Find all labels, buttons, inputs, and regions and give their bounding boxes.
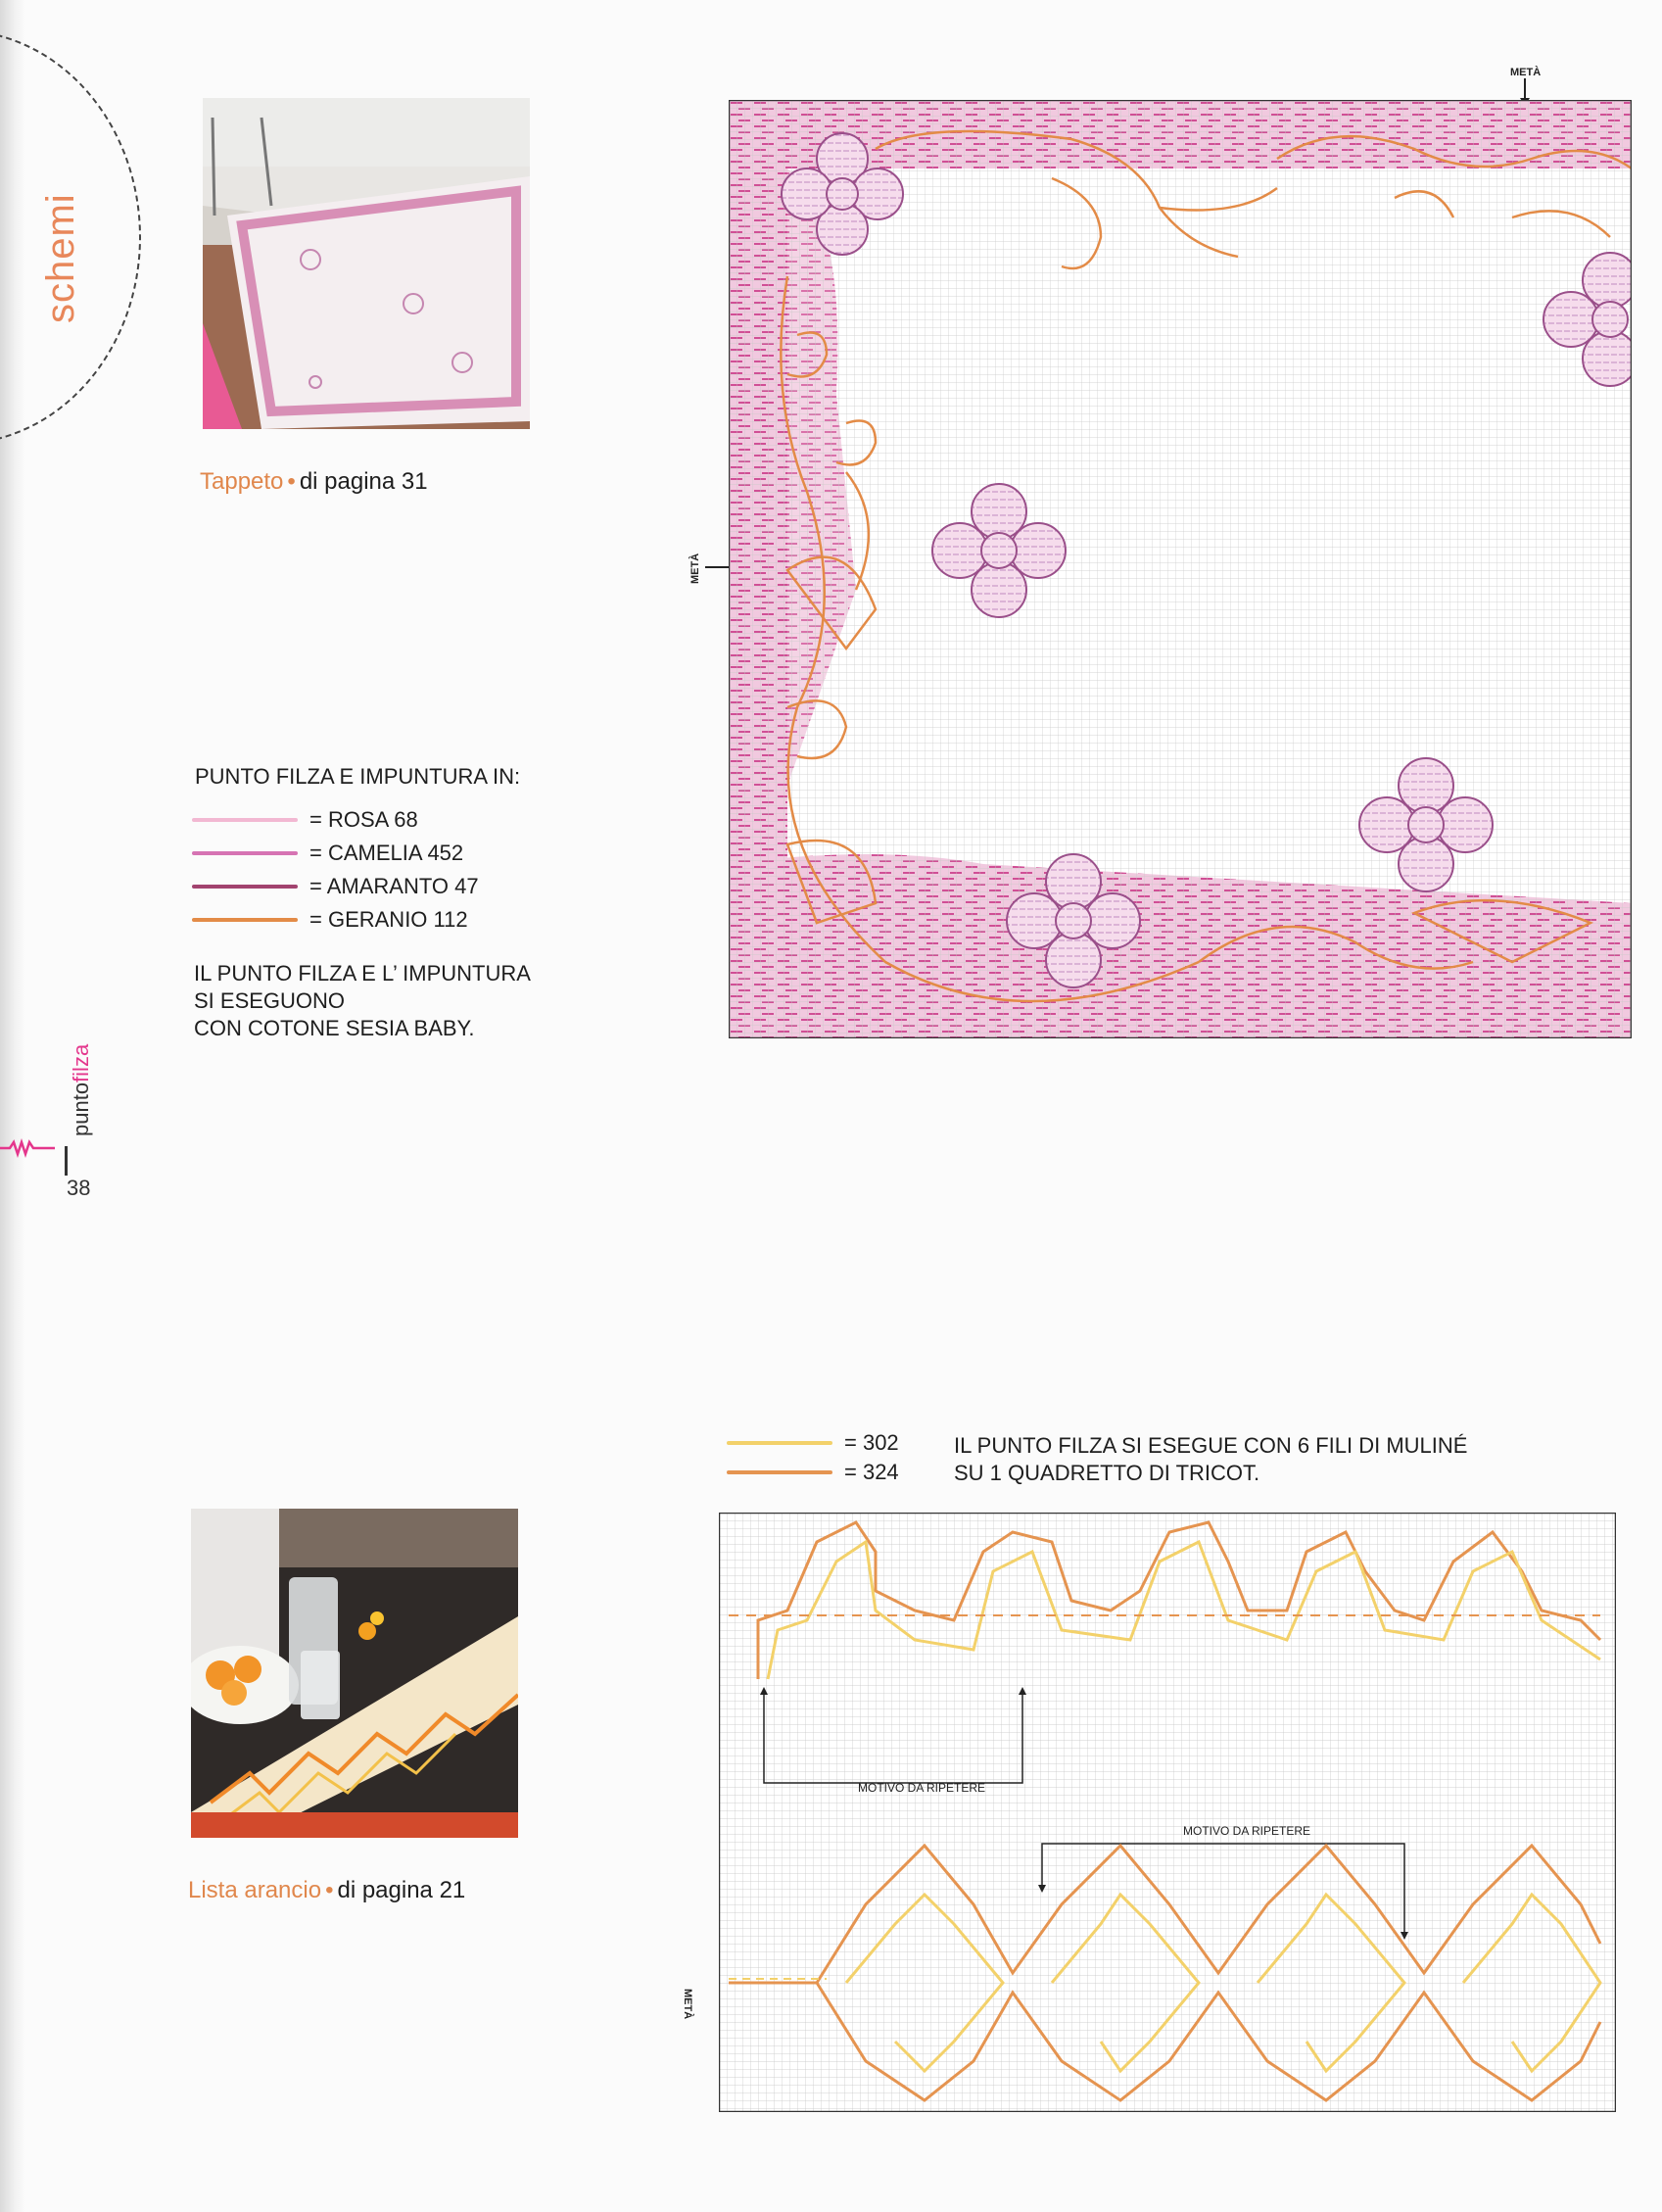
legend-label: = GERANIO 112 — [309, 907, 468, 932]
legend-label: = AMARANTO 47 — [309, 874, 479, 898]
magazine-brand: puntofilza — [69, 1043, 93, 1136]
runner-stitch-chart — [719, 1513, 1616, 2112]
motivo-label-1: MOTIVO DA RIPETERE — [858, 1781, 986, 1795]
legend-item — [192, 841, 479, 866]
top-legend-title: PUNTO FILZA E IMPUNTURA IN: — [195, 764, 521, 789]
legend-item — [192, 807, 479, 833]
runner-photo — [191, 1509, 518, 1838]
thread-color-swatch — [192, 885, 298, 889]
thread-color-swatch — [727, 1441, 832, 1445]
stitch-logo-icon — [0, 1134, 55, 1164]
rug-caption: Tappeto • di pagina 31 — [200, 468, 428, 495]
thread-color-swatch — [192, 818, 298, 822]
legend-label: = 324 — [844, 1460, 899, 1484]
legend-label: = CAMELIA 452 — [309, 841, 464, 865]
runner-caption: Lista arancio • di pagina 21 — [188, 1877, 466, 1903]
legend-item — [727, 1460, 899, 1485]
meta-top-marker: METÀ — [1510, 67, 1541, 78]
rug-stitch-chart — [729, 100, 1632, 1038]
motivo-label-2: MOTIVO DA RIPETERE — [1183, 1824, 1311, 1838]
thread-color-swatch — [192, 918, 298, 922]
page-number-rule — [65, 1146, 68, 1176]
page-number: 38 — [67, 1176, 91, 1200]
rug-photo — [203, 98, 530, 429]
meta-bottom-side-marker: METÀ — [682, 1989, 693, 2020]
legend-item — [192, 874, 479, 899]
top-legend-note: IL PUNTO FILZA E L’ IMPUNTURA SI ESEGUONO CON COTONE SESIA BABY. — [194, 961, 531, 1040]
legend-item — [192, 907, 479, 933]
legend-label: = ROSA 68 — [309, 807, 418, 832]
bottom-legend — [727, 1430, 899, 1489]
legend-label: = 302 — [844, 1430, 899, 1455]
thread-color-swatch — [727, 1470, 832, 1474]
thread-color-swatch — [192, 851, 298, 855]
legend-item — [727, 1430, 899, 1456]
top-legend — [192, 807, 479, 940]
bottom-legend-note: IL PUNTO FILZA SI ESEGUE CON 6 FILI DI MULINÉ SU 1 QUADRETTO DI TRICOT. — [954, 1433, 1468, 1485]
section-label: schemi — [39, 193, 82, 323]
